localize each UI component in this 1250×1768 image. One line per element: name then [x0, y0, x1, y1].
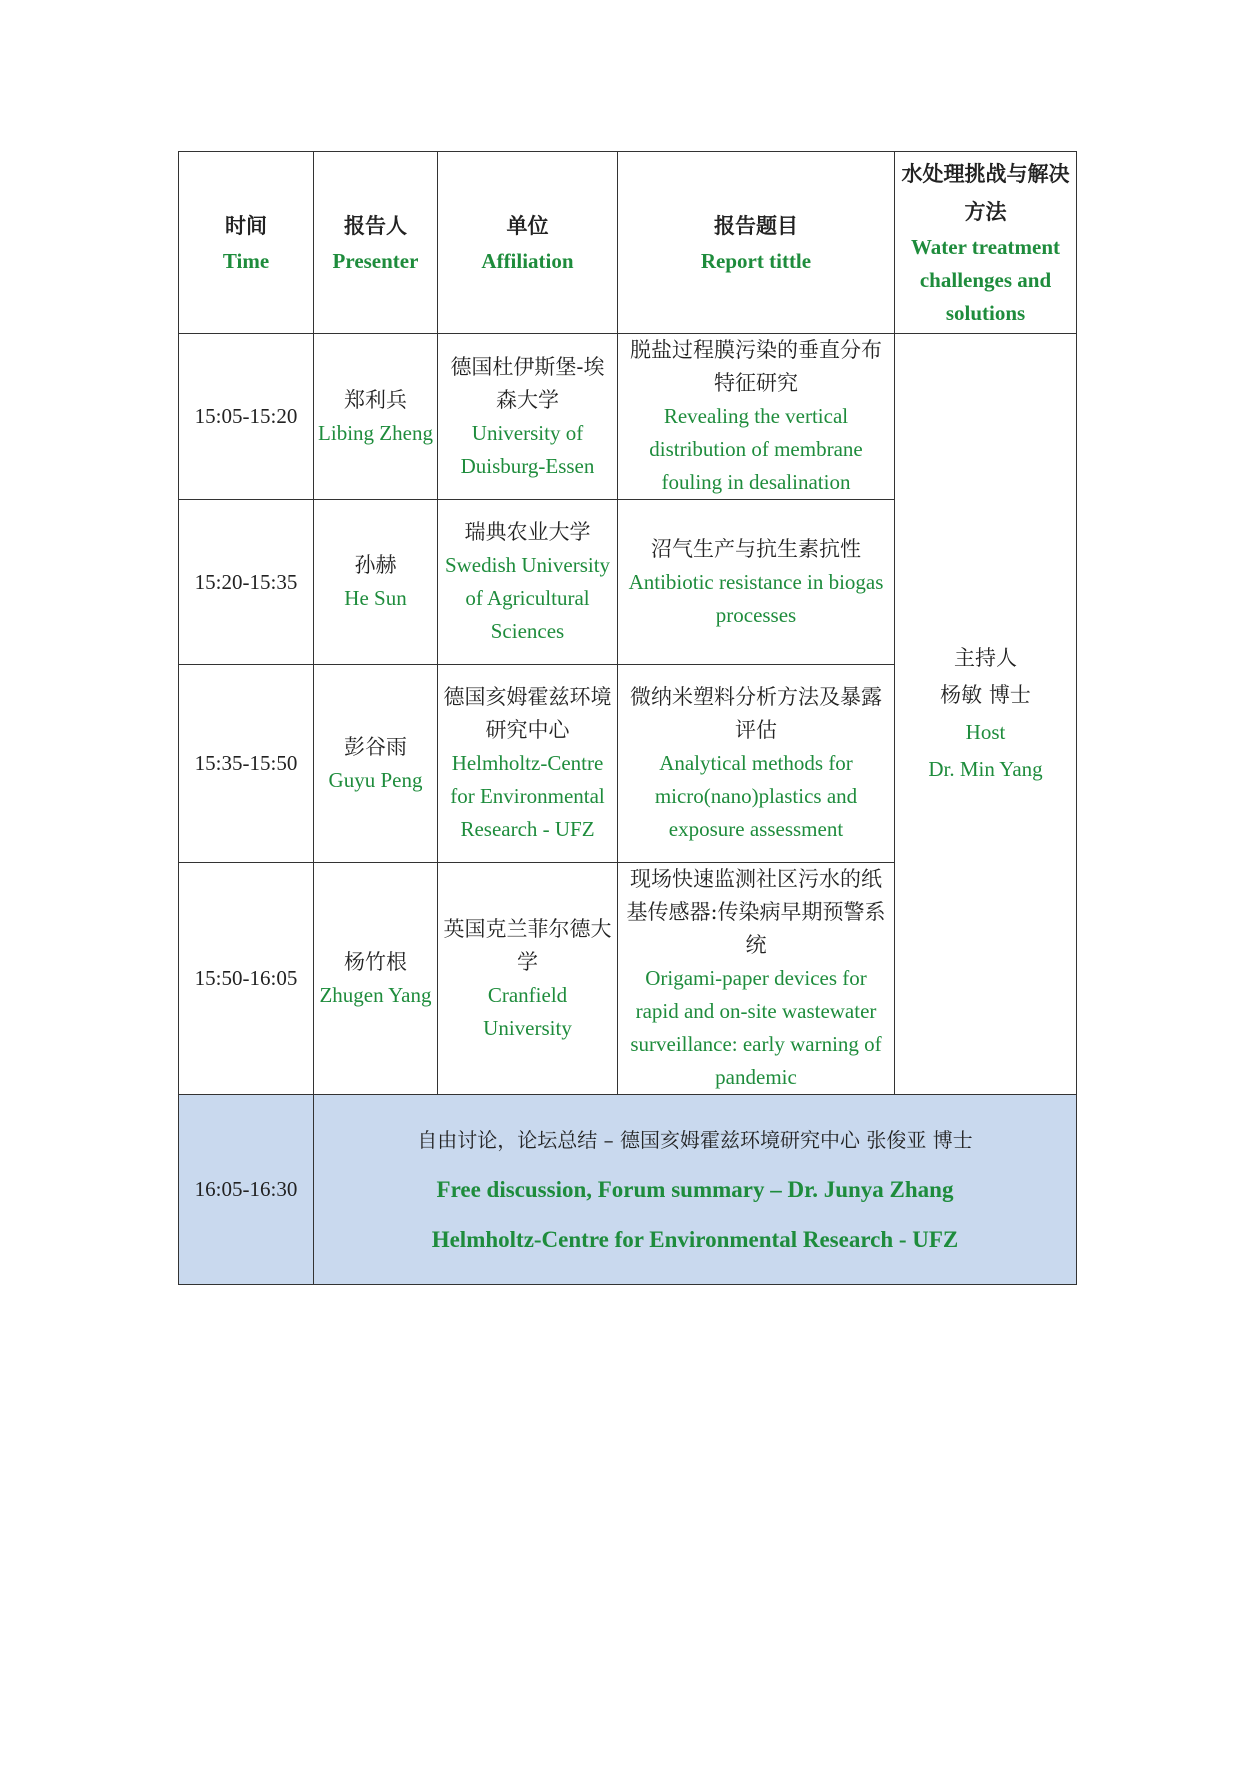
title-en: Revealing the vertical distribution of membrane fouling in desalination [649, 404, 863, 494]
host-label-zh: 主持人 [954, 646, 1017, 670]
header-affiliation-zh: 单位 [506, 213, 549, 238]
presenter-en: He Sun [344, 586, 407, 610]
header-presenter-zh: 报告人 [344, 213, 407, 238]
row-time: 15:50-16:05 [179, 863, 314, 1095]
row-title [618, 863, 895, 1095]
header-time-en: Time [222, 249, 270, 273]
row-affiliation [438, 863, 618, 1095]
summary-row [179, 1095, 1077, 1285]
header-affiliation [438, 152, 618, 334]
row-time: 15:20-15:35 [179, 500, 314, 665]
presenter-zh: 彭谷雨 [344, 734, 407, 759]
row-title [618, 665, 895, 863]
affiliation-zh: 英国克兰菲尔德大学 [443, 916, 612, 974]
row-title [618, 500, 895, 665]
presenter-zh: 孙赫 [354, 553, 397, 577]
title-zh: 微纳米塑料分析方法及暴露评估 [630, 685, 882, 742]
row-affiliation [438, 334, 618, 500]
header-session [895, 152, 1077, 334]
title-zh: 现场快速监测社区污水的纸基传感器:传染病早期预警系统 [626, 867, 886, 957]
title-en: Analytical methods for micro(nano)plastics and exposure assessment [654, 751, 858, 841]
host-label-en: Host [965, 720, 1006, 744]
header-title-en: Report tittle [700, 249, 812, 273]
affiliation-en: University of Duisburg-Essen [460, 420, 595, 478]
row-time: 15:05-15:20 [179, 334, 314, 500]
title-en: Antibiotic resistance in biogas processes [628, 569, 884, 627]
title-zh: 脱盐过程膜污染的垂直分布特征研究 [630, 338, 882, 395]
row-presenter [314, 863, 438, 1095]
header-session-en: Water treatment challenges and solutions [910, 235, 1061, 325]
presenter-zh: 郑利兵 [344, 387, 407, 412]
table-row [179, 334, 1077, 500]
affiliation-zh: 瑞典农业大学 [464, 520, 591, 544]
row-presenter [314, 665, 438, 863]
row-presenter [314, 334, 438, 500]
host-name-en: Dr. Min Yang [928, 757, 1043, 781]
header-row [179, 152, 1077, 334]
presenter-en: Libing Zheng [318, 420, 433, 445]
row-affiliation [438, 665, 618, 863]
row-title [618, 334, 895, 500]
summary-en-2: Helmholtz-Centre for Environmental Research - UFZ [431, 1226, 959, 1252]
title-en: Origami-paper devices for rapid and on-site wastewater surveillance: early warning of pandemic [630, 966, 882, 1089]
header-time-zh: 时间 [225, 213, 267, 238]
schedule-table [178, 151, 1077, 1285]
summary-zh: 自由讨论，论坛总结 – 德国亥姆霍兹环境研究中心 张俊亚 博士 [417, 1127, 973, 1152]
row-affiliation [438, 500, 618, 665]
presenter-en: Zhugen Yang [319, 982, 432, 1007]
header-presenter-en: Presenter [332, 249, 419, 273]
header-affiliation-en: Affiliation [481, 249, 574, 273]
title-zh: 沼气生产与抗生素抗性 [651, 536, 861, 561]
affiliation-en: Cranfield University [483, 982, 572, 1040]
host-name-zh: 杨敏 博士 [940, 683, 1031, 707]
header-title-zh: 报告题目 [714, 213, 798, 238]
affiliation-zh: 德国亥姆霍兹环境研究中心 [443, 685, 612, 742]
summary-cell [314, 1095, 1077, 1285]
presenter-zh: 杨竹根 [344, 949, 407, 974]
header-presenter [314, 152, 438, 334]
affiliation-en: Helmholtz-Centre for Environmental Research - UFZ [450, 751, 605, 841]
row-presenter [314, 500, 438, 665]
affiliation-zh: 德国杜伊斯堡-埃森大学 [450, 354, 605, 412]
summary-time: 16:05-16:30 [179, 1095, 314, 1285]
host-cell [895, 334, 1077, 1095]
header-session-zh: 水处理挑战与解决方法 [901, 161, 1070, 224]
header-time [179, 152, 314, 334]
affiliation-en: Swedish University of Agricultural Sciences [444, 553, 611, 643]
presenter-en: Guyu Peng [328, 767, 423, 792]
summary-en-1: Free discussion, Forum summary – Dr. Junya Zhang [436, 1176, 954, 1202]
row-time: 15:35-15:50 [179, 665, 314, 863]
header-title [618, 152, 895, 334]
